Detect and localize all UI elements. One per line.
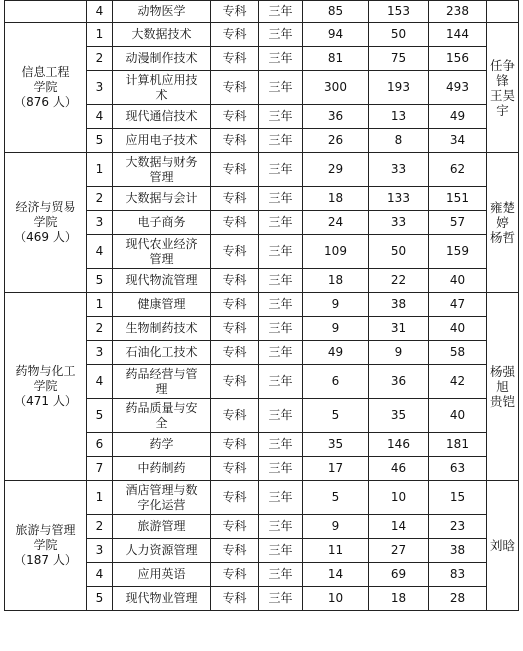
head-teacher-name: 刘晗 bbox=[489, 538, 515, 553]
row-number-cell: 2 bbox=[87, 317, 113, 341]
major-cell: 中药制药 bbox=[113, 457, 211, 481]
major-line: 现代农业经济 bbox=[125, 236, 198, 251]
level-cell: 专科 bbox=[211, 187, 259, 211]
major-cell: 现代物流管理 bbox=[113, 269, 211, 293]
count-cell-b: 13 bbox=[369, 105, 429, 129]
head-teacher-cell bbox=[487, 23, 519, 153]
count-cell-b: 8 bbox=[369, 129, 429, 153]
count-cell-b: 146 bbox=[369, 433, 429, 457]
college-count: （876 人） bbox=[14, 95, 77, 109]
college-name-line: 学院 bbox=[33, 538, 58, 552]
major-line: 药品经营与管 bbox=[125, 366, 198, 381]
count-cell-a: 18 bbox=[303, 269, 369, 293]
duration-cell: 三年 bbox=[259, 457, 303, 481]
level-cell: 专科 bbox=[211, 481, 259, 515]
count-cell-b: 31 bbox=[369, 317, 429, 341]
duration-cell: 三年 bbox=[259, 341, 303, 365]
college-name-line: 药物与化工 bbox=[15, 364, 76, 378]
row-number-cell: 6 bbox=[87, 433, 113, 457]
major-line: 全 bbox=[155, 415, 168, 430]
college-count: （469 人） bbox=[14, 230, 77, 244]
duration-cell: 三年 bbox=[259, 211, 303, 235]
major-cell: 大数据与会计 bbox=[113, 187, 211, 211]
level-cell: 专科 bbox=[211, 433, 259, 457]
major-cell: 旅游管理 bbox=[113, 515, 211, 539]
major-cell bbox=[113, 365, 211, 399]
duration-cell: 三年 bbox=[259, 71, 303, 105]
duration-cell: 三年 bbox=[259, 235, 303, 269]
table-row bbox=[5, 1, 519, 23]
total-cell: 47 bbox=[429, 293, 487, 317]
head-teacher-name: 王昊宇 bbox=[489, 87, 515, 118]
duration-cell: 三年 bbox=[259, 269, 303, 293]
duration-cell: 三年 bbox=[259, 23, 303, 47]
total-cell: 83 bbox=[429, 563, 487, 587]
total-cell: 159 bbox=[429, 235, 487, 269]
count-cell-b: 33 bbox=[369, 211, 429, 235]
total-cell: 493 bbox=[429, 71, 487, 105]
level-cell: 专科 bbox=[211, 457, 259, 481]
count-cell-b: 36 bbox=[369, 365, 429, 399]
count-cell-b: 27 bbox=[369, 539, 429, 563]
total-cell: 156 bbox=[429, 47, 487, 71]
college-name-line: 学院 bbox=[33, 379, 58, 393]
college-count: （471 人） bbox=[14, 394, 77, 408]
major-line: 管理 bbox=[149, 251, 174, 266]
total-cell: 28 bbox=[429, 587, 487, 611]
level-cell: 专科 bbox=[211, 269, 259, 293]
level-cell: 专科 bbox=[211, 105, 259, 129]
head-teacher-name: 贵铠 bbox=[489, 394, 515, 409]
level-cell: 专科 bbox=[211, 341, 259, 365]
level-cell: 专科 bbox=[211, 293, 259, 317]
major-cell: 应用英语 bbox=[113, 563, 211, 587]
level-cell: 专科 bbox=[211, 47, 259, 71]
head-cell-empty bbox=[487, 1, 519, 23]
row-number-cell: 2 bbox=[87, 47, 113, 71]
major-cell: 生物制药技术 bbox=[113, 317, 211, 341]
duration-cell: 三年 bbox=[259, 129, 303, 153]
total-cell: 23 bbox=[429, 515, 487, 539]
duration-cell: 三年 bbox=[259, 515, 303, 539]
count-cell-a: 5 bbox=[303, 481, 369, 515]
count-cell-a: 49 bbox=[303, 341, 369, 365]
count-cell-a: 85 bbox=[303, 1, 369, 23]
major-cell: 大数据技术 bbox=[113, 23, 211, 47]
count-cell-a: 5 bbox=[303, 399, 369, 433]
row-number-cell: 2 bbox=[87, 187, 113, 211]
major-cell: 健康管理 bbox=[113, 293, 211, 317]
college-cell bbox=[5, 293, 87, 481]
total-cell: 49 bbox=[429, 105, 487, 129]
count-cell-a: 26 bbox=[303, 129, 369, 153]
level-cell: 专科 bbox=[211, 235, 259, 269]
count-cell-a: 11 bbox=[303, 539, 369, 563]
count-cell-b: 35 bbox=[369, 399, 429, 433]
row-number-cell: 5 bbox=[87, 269, 113, 293]
level-cell: 专科 bbox=[211, 515, 259, 539]
total-cell: 63 bbox=[429, 457, 487, 481]
count-cell-a: 9 bbox=[303, 515, 369, 539]
total-cell: 58 bbox=[429, 341, 487, 365]
major-cell: 现代物业管理 bbox=[113, 587, 211, 611]
level-cell: 专科 bbox=[211, 153, 259, 187]
duration-cell: 三年 bbox=[259, 293, 303, 317]
row-number-cell: 3 bbox=[87, 341, 113, 365]
total-cell: 40 bbox=[429, 399, 487, 433]
count-cell-b: 193 bbox=[369, 71, 429, 105]
count-cell-a: 300 bbox=[303, 71, 369, 105]
duration-cell: 三年 bbox=[259, 481, 303, 515]
row-number-cell: 5 bbox=[87, 587, 113, 611]
level-cell: 专科 bbox=[211, 539, 259, 563]
total-cell: 15 bbox=[429, 481, 487, 515]
total-cell: 57 bbox=[429, 211, 487, 235]
major-line: 大数据与财务 bbox=[125, 154, 198, 169]
count-cell-a: 14 bbox=[303, 563, 369, 587]
row-number-cell: 1 bbox=[87, 293, 113, 317]
count-cell-b: 75 bbox=[369, 47, 429, 71]
total-cell: 40 bbox=[429, 269, 487, 293]
level-cell: 专科 bbox=[211, 211, 259, 235]
duration-cell: 三年 bbox=[259, 587, 303, 611]
college-cell bbox=[5, 153, 87, 293]
count-cell-b: 46 bbox=[369, 457, 429, 481]
level-cell: 专科 bbox=[211, 317, 259, 341]
count-cell-b: 10 bbox=[369, 481, 429, 515]
count-cell-a: 9 bbox=[303, 293, 369, 317]
college-cell bbox=[5, 481, 87, 611]
total-cell: 181 bbox=[429, 433, 487, 457]
duration-cell: 三年 bbox=[259, 153, 303, 187]
total-cell: 38 bbox=[429, 539, 487, 563]
college-name-line: 学院 bbox=[33, 215, 58, 229]
row-number-cell: 4 bbox=[87, 563, 113, 587]
major-line: 术 bbox=[155, 87, 168, 102]
college-name-line: 信息工程 bbox=[21, 65, 70, 79]
head-teacher-cell bbox=[487, 293, 519, 481]
major-cell bbox=[113, 71, 211, 105]
major-line: 酒店管理与数 bbox=[125, 482, 198, 497]
total-cell: 40 bbox=[429, 317, 487, 341]
college-name-line: 学院 bbox=[33, 80, 58, 94]
total-cell: 62 bbox=[429, 153, 487, 187]
major-line: 药品质量与安 bbox=[125, 400, 198, 415]
duration-cell: 三年 bbox=[259, 563, 303, 587]
head-teacher-cell bbox=[487, 153, 519, 293]
college-cell bbox=[5, 23, 87, 153]
major-line: 计算机应用技 bbox=[125, 72, 198, 87]
major-cell: 应用电子技术 bbox=[113, 129, 211, 153]
count-cell-b: 38 bbox=[369, 293, 429, 317]
table-row bbox=[5, 23, 519, 47]
level-cell: 专科 bbox=[211, 23, 259, 47]
head-teacher-name: 杨强旭 bbox=[489, 364, 515, 394]
count-cell-b: 18 bbox=[369, 587, 429, 611]
college-name-line: 旅游与管理 bbox=[15, 523, 76, 537]
total-cell: 34 bbox=[429, 129, 487, 153]
row-number-cell: 1 bbox=[87, 481, 113, 515]
level-cell: 专科 bbox=[211, 563, 259, 587]
count-cell-a: 94 bbox=[303, 23, 369, 47]
table-row bbox=[5, 293, 519, 317]
level-cell: 专科 bbox=[211, 587, 259, 611]
count-cell-a: 36 bbox=[303, 105, 369, 129]
duration-cell: 三年 bbox=[259, 105, 303, 129]
count-cell-b: 22 bbox=[369, 269, 429, 293]
major-line: 字化运营 bbox=[137, 497, 186, 512]
major-cell bbox=[113, 399, 211, 433]
count-cell-a: 109 bbox=[303, 235, 369, 269]
duration-cell: 三年 bbox=[259, 187, 303, 211]
level-cell: 专科 bbox=[211, 129, 259, 153]
count-cell-a: 6 bbox=[303, 365, 369, 399]
row-number-cell: 1 bbox=[87, 153, 113, 187]
head-teacher-name: 杨哲 bbox=[489, 230, 515, 245]
count-cell-a: 24 bbox=[303, 211, 369, 235]
count-cell-b: 9 bbox=[369, 341, 429, 365]
count-cell-a: 29 bbox=[303, 153, 369, 187]
level-cell: 专科 bbox=[211, 399, 259, 433]
count-cell-b: 33 bbox=[369, 153, 429, 187]
duration-cell: 三年 bbox=[259, 365, 303, 399]
row-number-cell: 5 bbox=[87, 399, 113, 433]
major-cell: 动物医学 bbox=[113, 1, 211, 23]
total-cell: 144 bbox=[429, 23, 487, 47]
row-number-cell: 3 bbox=[87, 539, 113, 563]
count-cell-b: 50 bbox=[369, 235, 429, 269]
row-number-cell: 4 bbox=[87, 235, 113, 269]
table-row bbox=[5, 481, 519, 515]
row-number-cell: 2 bbox=[87, 515, 113, 539]
major-line: 管理 bbox=[149, 169, 174, 184]
count-cell-a: 35 bbox=[303, 433, 369, 457]
enrollment-table bbox=[4, 0, 519, 611]
college-count: （187 人） bbox=[14, 553, 77, 567]
row-number-cell: 3 bbox=[87, 71, 113, 105]
major-line: 理 bbox=[155, 381, 168, 396]
count-cell-b: 153 bbox=[369, 1, 429, 23]
row-number-cell: 5 bbox=[87, 129, 113, 153]
count-cell-a: 9 bbox=[303, 317, 369, 341]
college-cell-empty bbox=[5, 1, 87, 23]
row-number-cell: 7 bbox=[87, 457, 113, 481]
count-cell-a: 18 bbox=[303, 187, 369, 211]
table-row bbox=[5, 153, 519, 187]
table-body bbox=[5, 1, 519, 611]
level-cell: 专科 bbox=[211, 365, 259, 399]
major-cell: 人力资源管理 bbox=[113, 539, 211, 563]
count-cell-a: 81 bbox=[303, 47, 369, 71]
major-cell: 电子商务 bbox=[113, 211, 211, 235]
head-teacher-name: 雍楚婷 bbox=[489, 200, 515, 230]
major-cell bbox=[113, 235, 211, 269]
duration-cell: 三年 bbox=[259, 1, 303, 23]
count-cell-b: 14 bbox=[369, 515, 429, 539]
level-cell: 专科 bbox=[211, 1, 259, 23]
total-cell: 42 bbox=[429, 365, 487, 399]
major-cell: 现代通信技术 bbox=[113, 105, 211, 129]
college-name-line: 经济与贸易 bbox=[15, 200, 76, 214]
duration-cell: 三年 bbox=[259, 47, 303, 71]
major-cell: 石油化工技术 bbox=[113, 341, 211, 365]
duration-cell: 三年 bbox=[259, 433, 303, 457]
head-teacher-name: 任争锋 bbox=[489, 57, 515, 88]
count-cell-b: 133 bbox=[369, 187, 429, 211]
count-cell-a: 17 bbox=[303, 457, 369, 481]
major-cell: 动漫制作技术 bbox=[113, 47, 211, 71]
count-cell-b: 69 bbox=[369, 563, 429, 587]
total-cell: 151 bbox=[429, 187, 487, 211]
duration-cell: 三年 bbox=[259, 317, 303, 341]
duration-cell: 三年 bbox=[259, 539, 303, 563]
row-number-cell: 4 bbox=[87, 365, 113, 399]
major-cell bbox=[113, 481, 211, 515]
count-cell-a: 10 bbox=[303, 587, 369, 611]
major-cell bbox=[113, 153, 211, 187]
row-number-cell: 4 bbox=[87, 1, 113, 23]
count-cell-b: 50 bbox=[369, 23, 429, 47]
row-number-cell: 1 bbox=[87, 23, 113, 47]
row-number-cell: 4 bbox=[87, 105, 113, 129]
total-cell: 238 bbox=[429, 1, 487, 23]
major-cell: 药学 bbox=[113, 433, 211, 457]
row-number-cell: 3 bbox=[87, 211, 113, 235]
level-cell: 专科 bbox=[211, 71, 259, 105]
duration-cell: 三年 bbox=[259, 399, 303, 433]
head-teacher-cell bbox=[487, 481, 519, 611]
